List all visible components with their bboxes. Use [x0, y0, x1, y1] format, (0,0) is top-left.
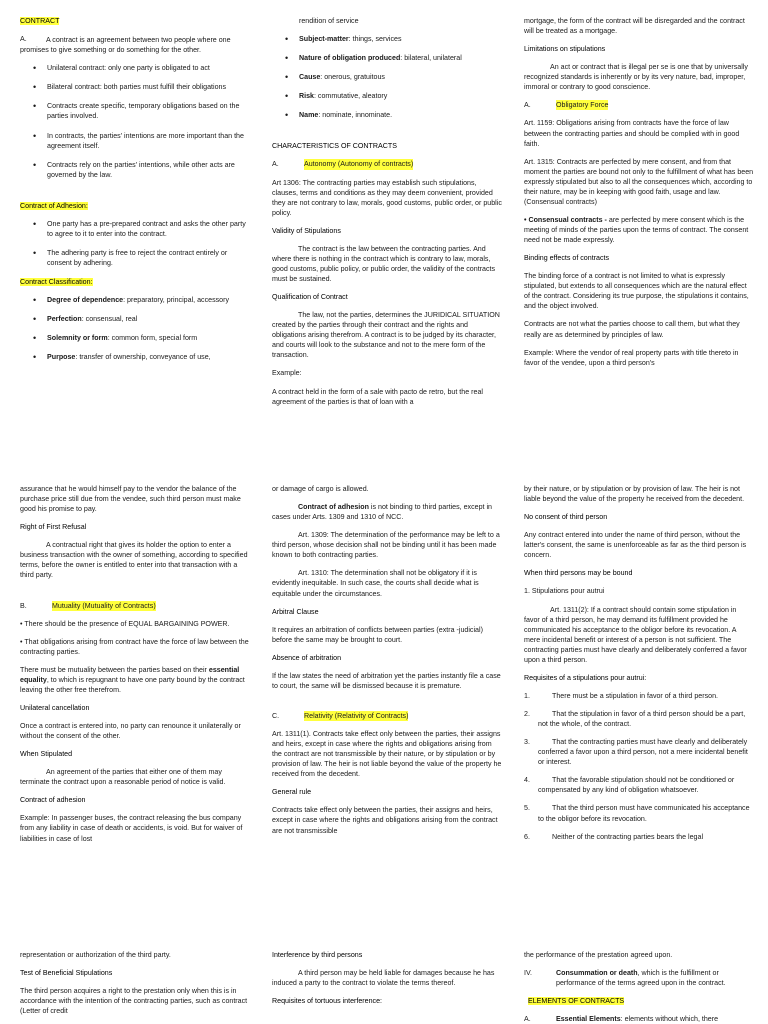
- continued-text: representation or authorization of the third party.: [20, 951, 171, 959]
- qualification-text: The law, not the parties, determines the JURIDICAL SITUATION created by the parties through their contract and the rights and obligations arising therefrom. A contract is to be judged by its character, and courts will look to the substance and not to the mere form of the transaction.: [272, 311, 500, 360]
- binding-text: The binding force of a contract is not limited to what is expressly stipulated, but extends to all consequences which are the natural effect of the contract. Considering its true purpose, the stipulations it contains, and the object involved.: [524, 272, 749, 311]
- list-item: • One party has a pre-prepared contract and asks the other party to agree to it to enter into the contract.: [20, 219, 250, 239]
- art-1306: Art 1306: The contracting parties may establish such stipulations, clauses, terms and conditions as they may deem convenient, provided they are not contrary to law, morals, good customs, public order, or public policy.: [272, 178, 502, 217]
- list-item: • The adhering party is free to reject the contract entirely or consent by adhering.: [20, 248, 250, 268]
- list-item: 1. There must be a stipulation in favor of a third person.: [524, 691, 719, 700]
- list-item: • Purpose: transfer of ownership, conveyance of use,: [20, 352, 250, 362]
- list-item: 3. That the contracting parties must have clearly and deliberately conferred a favor upon a third person, not a mere incidental benefit or interest.: [524, 738, 748, 767]
- list-item: • Name: nominate, innominate.: [272, 110, 502, 120]
- test-text: The third person acquires a right to the prestation only when this is in accordance with the intention of the contracting parties, such as contract (Letter of credit: [20, 987, 248, 1016]
- section-a-autonomy: A. Autonomy (Autonomy of contracts): [272, 160, 414, 169]
- stipulations-pour-autrui: 1. Stipulations pour autrui: [524, 587, 605, 596]
- elements-heading: ELEMENTS OF CONTRACTS: [528, 997, 625, 1006]
- adhesion-list: [20, 219, 250, 268]
- interference-heading: Interference by third persons: [272, 951, 363, 959]
- continued-text: the performance of the prestation agreed upon.: [524, 951, 673, 959]
- list-item: 2. That the stipulation in favor of a third person should be a part, not the whole, of the contract.: [524, 710, 746, 729]
- section-a-definition: A.: [20, 35, 27, 44]
- page-3: [0, 944, 768, 1024]
- list-item: • Unilateral contract: only one party is obligated to act: [20, 63, 250, 73]
- list-item: • Degree of dependence: preparatory, principal, accessory: [20, 295, 250, 305]
- arbitral-heading: Arbitral Clause: [272, 607, 319, 616]
- rofr-heading: Right of First Refusal: [20, 523, 87, 532]
- what-they-are: Contracts are not what the parties choose to call them, but what they really are as determined by principles of law.: [524, 320, 740, 339]
- list-item: • Nature of obligation produced: bilateral, unilateral: [272, 53, 502, 63]
- list-item: • In contracts, the parties' intentions are more important than the agreement itself.: [20, 131, 250, 151]
- test-heading: Test of Beneficial Stipulations: [20, 969, 113, 978]
- list-item: 6. Neither of the contracting parties bears the legal: [524, 832, 704, 841]
- list-item: • Contracts create specific, temporary obligations based on the parties involved.: [20, 101, 250, 121]
- interference-text: A third person may be held liable for damages because he has induced a party to the contract to violate the terms thereof.: [272, 969, 495, 988]
- page1-column-2: [272, 16, 502, 415]
- art-1315: Art. 1315: Contracts are perfected by mere consent, and from that moment the parties are bound not only to the fulfillment of what has been expressly stipulated but also to all the consequences which, according to their nature, may be in keeping with good faith, usage and law. (Consensual contracts): [524, 157, 754, 206]
- general-rule-heading: General rule: [272, 788, 312, 797]
- general-rule-text: Contracts take effect only between the parties, their assigns and heirs, except in case where the rights and obligations arising from the contract are not transmissible: [272, 806, 498, 835]
- page-2: [0, 474, 768, 934]
- example-text: A contract held in the form of a sale with pacto de retro, but the real agreement of the parties is that of loan with a: [272, 387, 483, 406]
- art-1311: Art. 1311(1). Contracts take effect only between the parties, their assigns and heirs, except in case where the rights and obligations arising from the contract are not transmissible by their nature, or by stipulation or by provision of law. The heir is not liable beyond the value of the property he received from the decedent.: [272, 730, 502, 779]
- list-item: • Bilateral contract: both parties must fulfill their obligations: [20, 82, 250, 92]
- mutuality-text: There must be mutuality between the parties based on their essential equality, to which is repugnant to have one party bound by the contract leaving the other free therefrom.: [20, 665, 245, 694]
- limitations-heading: Limitations on stipulations: [524, 45, 606, 54]
- page3-column-2: [272, 950, 502, 1014]
- absence-heading: Absence of arbitration: [272, 653, 342, 662]
- contract-definition: A contract is an agreement between two people where one promises to give something or do something for the other.: [20, 36, 231, 55]
- characteristics-heading: CHARACTERISTICS OF CONTRACTS: [272, 142, 397, 151]
- art-1159: Art. 1159: Obligations arising from contracts have the force of law between the contracting parties and should be complied with in good faith.: [524, 119, 740, 148]
- art-1310: Art. 1310: The determination shall not be obligatory if it is evidently inequitable. In such case, the courts shall decide what is equitable under the circumstances.: [272, 569, 479, 598]
- page2-column-3: [524, 484, 754, 850]
- binding-heading: Binding effects of contracts: [524, 254, 610, 263]
- arbitral-text: It requires an arbitration of conflicts between parties (extra -judicial) before the same may be brought to court.: [272, 625, 483, 644]
- force-of-law: • That obligations arising from contract have the force of law between the contracting parties.: [20, 637, 249, 656]
- no-consent-heading: No consent of third person: [524, 513, 608, 522]
- stipulated-heading: When Stipulated: [20, 750, 73, 759]
- list-item: • Cause: onerous, gratuitous: [272, 72, 502, 82]
- contract-types-list: [20, 63, 250, 180]
- no-consent-text: Any contract entered into under the name of third person, without the latter's consent, the same is unenforceable as far as the third person is concern.: [524, 531, 747, 560]
- rofr-text: A contractual right that gives its holder the option to enter a business transaction with the owner of something, according to specified terms, before the owner is entitled to enter into that transaction with a third party.: [20, 541, 248, 580]
- list-item: • Risk: commutative, aleatory: [272, 91, 502, 101]
- page1-column-1: [20, 16, 250, 371]
- equal-bargaining: • There should be the presence of EQUAL BARGAINING POWER.: [20, 619, 230, 628]
- validity-text: The contract is the law between the contracting parties. And where there is nothing in the contract which is contrary to law, morals, good customs, public policy, or public order, the validity of the contracts must be sustained.: [272, 244, 496, 283]
- when-bound-heading: When third persons may be bound: [524, 569, 633, 578]
- page-1: [0, 0, 768, 460]
- classification-list-cont: [272, 34, 502, 120]
- page3-column-1: [20, 950, 250, 1024]
- continued-text: or damage of cargo is allowed.: [272, 485, 369, 493]
- list-item: • Perfection: consensual, real: [20, 314, 250, 324]
- example-text: Example: Where the vendor of real property parts with title thereto in favor of the vendee, upon a third person's: [524, 348, 739, 367]
- section-iv-consummation: IV. Consummation or death, which is the fulfillment or performance of the terms agreed upon in the contract.: [524, 969, 726, 988]
- qualification-heading: Qualification of Contract: [272, 293, 348, 302]
- continued-text: assurance that he would himself pay to the vendor the balance of the purchase price still due from the vendee, such third person must make good his promise to pay.: [20, 485, 241, 514]
- requisites-heading: Requisites of a stipulations pour autrui:: [524, 673, 647, 682]
- page1-column-3: [524, 16, 754, 376]
- validity-heading: Validity of Stipulations: [272, 226, 341, 235]
- adhesion-not-binding: Contract of adhesion is not binding to third parties, except in cases under Arts. 1309 and 1310 of NCC.: [272, 503, 492, 522]
- section-a-essential: A. Essential Elements: elements without which, there: [524, 1015, 719, 1024]
- list-item: • Subject-matter: things, services: [272, 34, 502, 44]
- continued-text: mortgage, the form of the contract will be disregarded and the contract will be treated as a mortgage.: [524, 17, 745, 36]
- stipulated-text: An agreement of the parties that either one of them may terminate the contract upon a reasonable period of notice is valid.: [20, 768, 226, 787]
- section-b-mutuality: B. Mutuality (Mutuality of Contracts): [20, 601, 156, 610]
- unilateral-heading: Unilateral cancellation: [20, 703, 90, 712]
- unilateral-text: Once a contract is entered into, no party can renounce it unilaterally or without the consent of the other.: [20, 722, 241, 741]
- list-item: 4. That the favorable stipulation should not be conditioned or compensated by any kind of obligation whatsoever.: [524, 776, 735, 795]
- list-item: 5. That the third person must have communicated his acceptance to the obligor before its revocation.: [524, 804, 750, 823]
- continued-text: by their nature, or by stipulation or by provision of law. The heir is not liable beyond the value of the property he received from the decedent.: [524, 485, 745, 504]
- page3-column-3: [524, 950, 754, 1024]
- section-a-obligatory: A. Obligatory Force: [524, 101, 609, 110]
- classification-heading: Contract Classification:: [20, 278, 93, 287]
- art-1309: Art. 1309: The determination of the performance may be left to a third person, whose decision shall not be binding until it has been made known to both contracting parties.: [272, 531, 500, 560]
- adhesion-heading: Contract of adhesion: [20, 796, 86, 805]
- art-1311-2: Art. 1311(2): If a contract should contain some stipulation in favor of a third person, he may demand its fulfillment provided he communicated his acceptance to the obligor before its revocation. A mere incidental benefit or interest of a person is not sufficient. The contracting parties must have clearly and deliberately conferred a favor upon a third person.: [524, 605, 747, 664]
- classification-list: [20, 295, 250, 362]
- consensual-contracts: • Consensual contracts - are perfected by mere consent which is the meeting of minds of the parties upon the terms of contract. The consent need not be made expressly.: [524, 215, 749, 245]
- tortuous-heading: Requisites of tortuous interference:: [272, 997, 383, 1006]
- contract-title: CONTRACT: [20, 17, 60, 25]
- example-label: Example:: [272, 369, 302, 378]
- continued-text: rendition of service: [299, 17, 359, 25]
- section-c-relativity: C. Relativity (Relativity of Contracts): [272, 711, 409, 720]
- adhesion-heading: Contract of Adhesion:: [20, 201, 88, 210]
- limitations-text: An act or contract that is illegal per se is one that by universally recognized standards is inherently or by its very nature, bad, improper, immoral or contrary to good conscience.: [524, 63, 748, 92]
- page2-column-1: [20, 484, 250, 852]
- list-item: • Solemnity or form: common form, special form: [20, 333, 250, 343]
- absence-text: If the law states the need of arbitration yet the parties instantly file a case to court, the same will be dismissed because it is premature.: [272, 671, 501, 690]
- adhesion-text: Example: In passenger buses, the contract releasing the bus company from any liability in case of death or accidents, is void. But for waiver of liabilities in case of lost: [20, 814, 243, 843]
- page2-column-2: [272, 484, 502, 844]
- list-item: • Contracts rely on the parties' intentions, while other acts are governed by the law.: [20, 160, 250, 180]
